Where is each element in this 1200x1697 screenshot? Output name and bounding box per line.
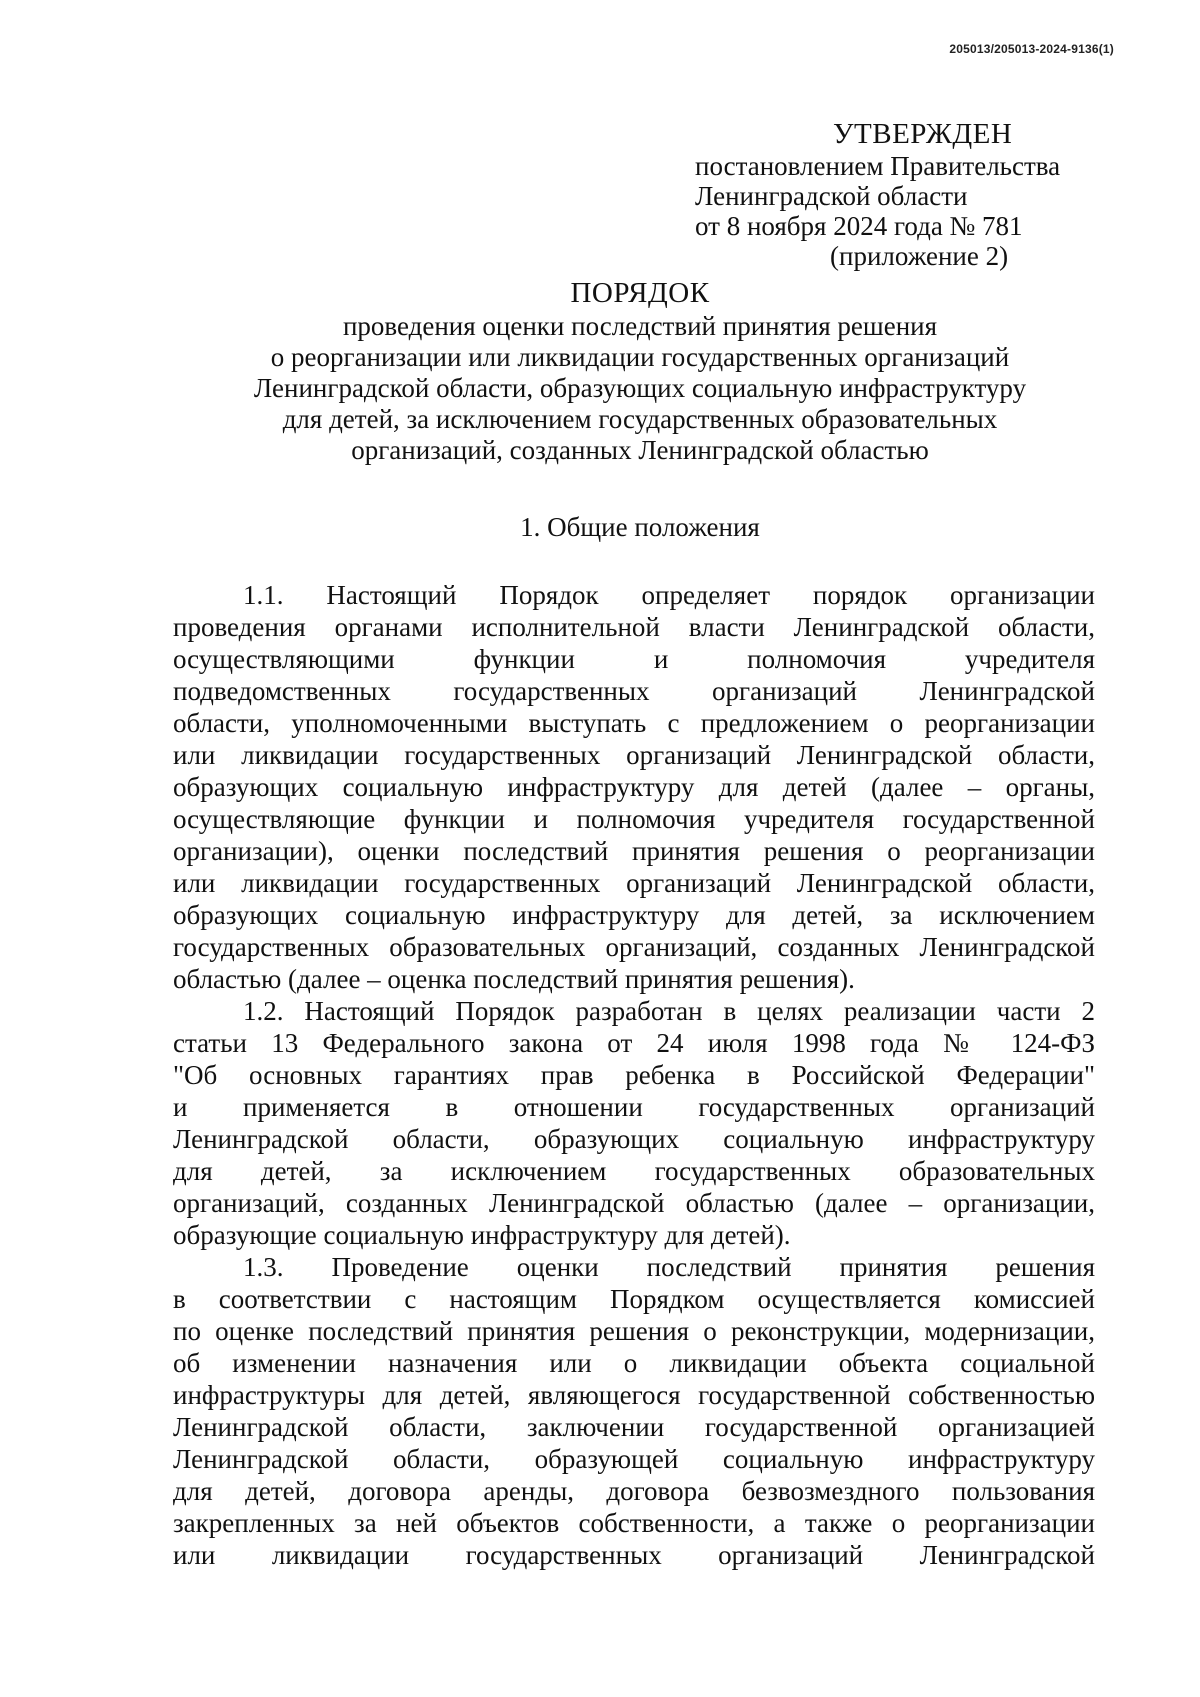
document-subtitle-line: проведения оценки последствий принятия решения (342, 311, 938, 341)
paragraph-line: области, уполномоченными выступать с предложением о реорганизации (173, 708, 1095, 738)
paragraph-line: Ленинградской области, образующей социальную инфраструктуру (173, 1444, 1095, 1474)
document-body (173, 579, 1095, 1571)
paragraph-line: образующие социальную инфраструктуру для детей). (173, 1220, 791, 1250)
paragraph-line: инфраструктуры для детей, являющегося государственной собственностью (173, 1380, 1095, 1410)
approval-line: Ленинградской области (695, 181, 968, 211)
paragraph-line: Ленинградской области, заключении государственной организацией (173, 1412, 1095, 1442)
paragraph-line: 1.3. Проведение оценки последствий принятия решения (243, 1252, 1095, 1282)
paragraph-line: государственных образовательных организаций, созданных Ленинградской (173, 932, 1095, 962)
paragraph-line: и применяется в отношении государственных организаций (173, 1092, 1095, 1122)
approval-title: УТВЕРЖДЕН (833, 118, 1013, 150)
paragraph-line: или ликвидации государственных организаций Ленинградской (173, 1540, 1095, 1570)
paragraph-line: организаций, созданных Ленинградской областью (далее – организации, (173, 1188, 1095, 1218)
document-registration-number: 205013/205013-2024-9136(1) (949, 42, 1114, 56)
document-title-block (160, 278, 1120, 466)
paragraph-line: образующих социальную инфраструктуру для детей (далее – органы, (173, 772, 1095, 802)
paragraph-line: проведения органами исполнительной власти Ленинградской области, (173, 612, 1095, 642)
paragraph-line: образующих социальную инфраструктуру для детей, за исключением (173, 900, 1095, 930)
paragraph-line: осуществляющими функции и полномочия учредителя (173, 644, 1095, 674)
paragraph-line: или ликвидации государственных организаций Ленинградской области, (173, 868, 1095, 898)
paragraph-line: закрепленных за ней объектов собственности, а также о реорганизации (173, 1508, 1095, 1538)
paragraph-line: "Об основных гарантиях прав ребенка в Российской Федерации" (173, 1060, 1095, 1090)
paragraph-line: осуществляющие функции и полномочия учредителя государственной (173, 804, 1095, 834)
paragraph-1-1 (173, 579, 1095, 995)
paragraph-line: статьи 13 Федерального закона от 24 июля 1998 года № 124-ФЗ (173, 1028, 1095, 1058)
paragraph-line: областью (далее – оценка последствий принятия решения). (173, 964, 855, 994)
paragraph-line: об изменении назначения или о ликвидации объекта социальной (173, 1348, 1095, 1378)
document-subtitle-line: организаций, созданных Ленинградской областью (351, 435, 929, 465)
section-heading: 1. Общие положения (520, 512, 760, 542)
document-subtitle-line: о реорганизации или ликвидации государственных организаций (270, 342, 1010, 372)
paragraph-line: для детей, за исключением государственных образовательных (173, 1156, 1095, 1186)
paragraph-line: для детей, договора аренды, договора безвозмездного пользования (173, 1476, 1095, 1506)
paragraph-1-3 (173, 1251, 1095, 1571)
paragraph-line: или ликвидации государственных организаций Ленинградской области, (173, 740, 1095, 770)
approval-line: от 8 ноября 2024 года № 781 (695, 211, 1023, 241)
approval-block (695, 117, 1115, 271)
paragraph-line: 1.1. Настоящий Порядок определяет порядок организации (243, 580, 1095, 610)
document-subtitle-line: Ленинградской области, образующих социальную инфраструктуру (253, 373, 1027, 403)
approval-line: постановлением Правительства (695, 151, 1061, 181)
paragraph-line: подведомственных государственных организаций Ленинградской (173, 676, 1095, 706)
paragraph-line: Ленинградской области, образующих социальную инфраструктуру (173, 1124, 1095, 1154)
document-heading: ПОРЯДОК (570, 277, 710, 309)
paragraph-line: по оценке последствий принятия решения о реконструкции, модернизации, (173, 1316, 1095, 1346)
paragraph-line: в соответствии с настоящим Порядком осуществляется комиссией (173, 1284, 1095, 1314)
paragraph-1-2 (173, 995, 1095, 1251)
paragraph-line: организации), оценки последствий принятия решения о реорганизации (173, 836, 1095, 866)
paragraph-line: 1.2. Настоящий Порядок разработан в целях реализации части 2 (243, 996, 1095, 1026)
approval-appendix: (приложение 2) (830, 241, 1009, 271)
document-subtitle-line: для детей, за исключением государственных образовательных (282, 404, 998, 434)
